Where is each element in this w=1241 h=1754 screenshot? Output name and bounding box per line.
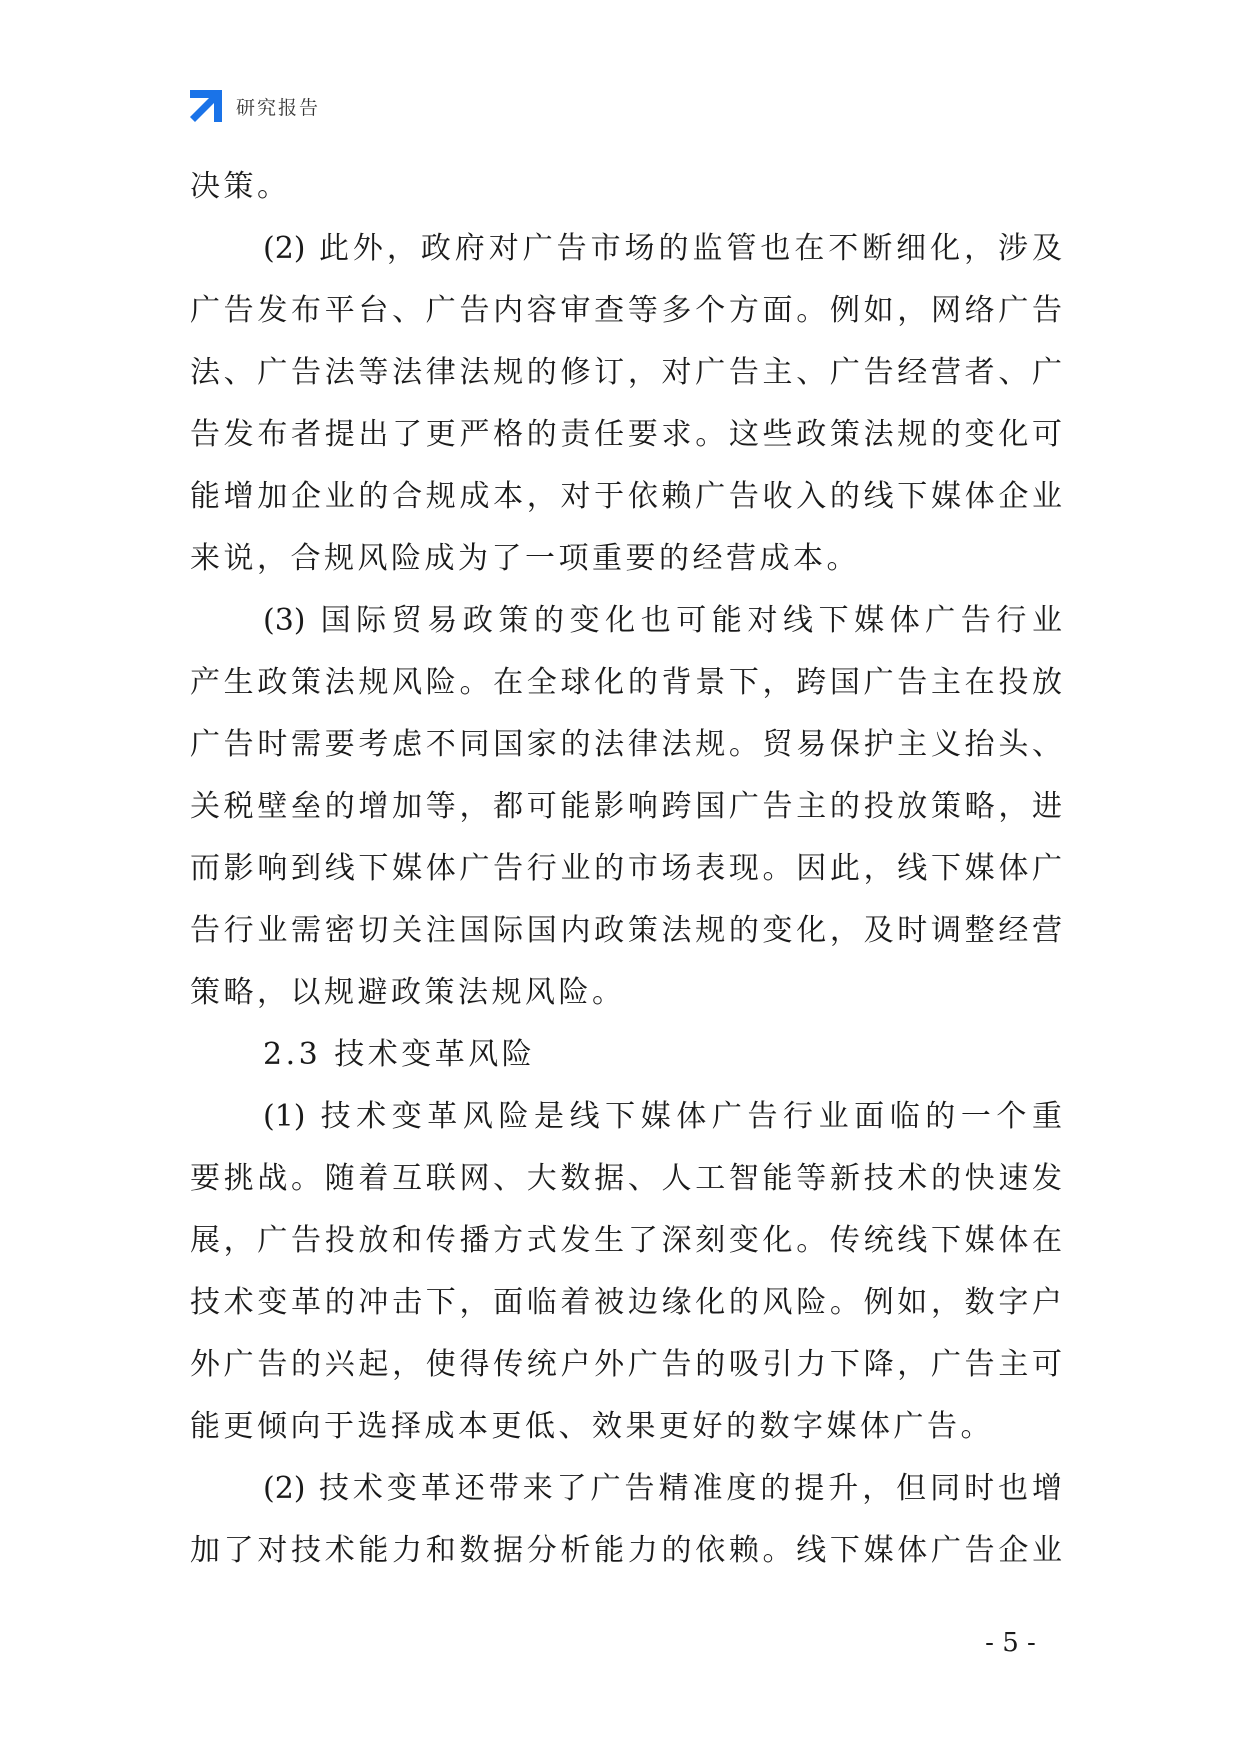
text-line: 外广告的兴起，使得传统户外广告的吸引力下降，广告主可: [190, 1347, 1062, 1382]
text-line: 告行业需密切关注国际国内政策法规的变化，及时调整经营: [190, 913, 1062, 948]
arrow-up-right-icon: [190, 90, 222, 122]
page-number: - 5 -: [985, 1628, 1036, 1658]
text-line: (1) 技术变革风险是线下媒体广告行业面临的一个重: [263, 1099, 1062, 1134]
text-line: 展，广告投放和传播方式发生了深刻变化。传统线下媒体在: [190, 1223, 1062, 1258]
text-line: 来说，合规风险成为了一项重要的经营成本。: [190, 541, 860, 576]
text-line: 产生政策法规风险。在全球化的背景下，跨国广告主在投放: [190, 665, 1062, 700]
text-line: 告发布者提出了更严格的责任要求。这些政策法规的变化可: [190, 417, 1062, 452]
text-line: 能更倾向于选择成本更低、效果更好的数字媒体广告。: [190, 1409, 994, 1444]
text-line: 法、广告法等法律法规的修订，对广告主、广告经营者、广: [190, 355, 1062, 390]
section-heading: 2.3 技术变革风险: [263, 1037, 536, 1072]
text-line: 技术变革的冲击下，面临着被边缘化的风险。例如，数字户: [190, 1285, 1062, 1320]
text-line: 关税壁垒的增加等，都可能影响跨国广告主的投放策略，进: [190, 789, 1062, 824]
report-header: [190, 88, 320, 124]
text-line: 能增加企业的合规成本，对于依赖广告收入的线下媒体企业: [190, 479, 1062, 514]
text-line: (2) 技术变革还带来了广告精准度的提升，但同时也增: [263, 1471, 1062, 1506]
text-line: (3) 国际贸易政策的变化也可能对线下媒体广告行业: [263, 603, 1062, 638]
text-line: (2) 此外，政府对广告市场的监管也在不断细化，涉及: [263, 231, 1062, 266]
text-line: 而影响到线下媒体广告行业的市场表现。因此，线下媒体广: [190, 851, 1062, 886]
text-line: 广告时需要考虑不同国家的法律法规。贸易保护主义抬头、: [190, 727, 1062, 762]
text-line: 加了对技术能力和数据分析能力的依赖。线下媒体广告企业: [190, 1533, 1062, 1568]
text-line: 策略，以规避政策法规风险。: [190, 975, 626, 1010]
text-line: 广告发布平台、广告内容审查等多个方面。例如，网络广告: [190, 293, 1062, 328]
text-line: 决策。: [190, 169, 291, 204]
text-line: 要挑战。随着互联网、大数据、人工智能等新技术的快速发: [190, 1161, 1062, 1196]
body-text: [190, 156, 1062, 1582]
header-title: 研究报告: [236, 96, 321, 119]
